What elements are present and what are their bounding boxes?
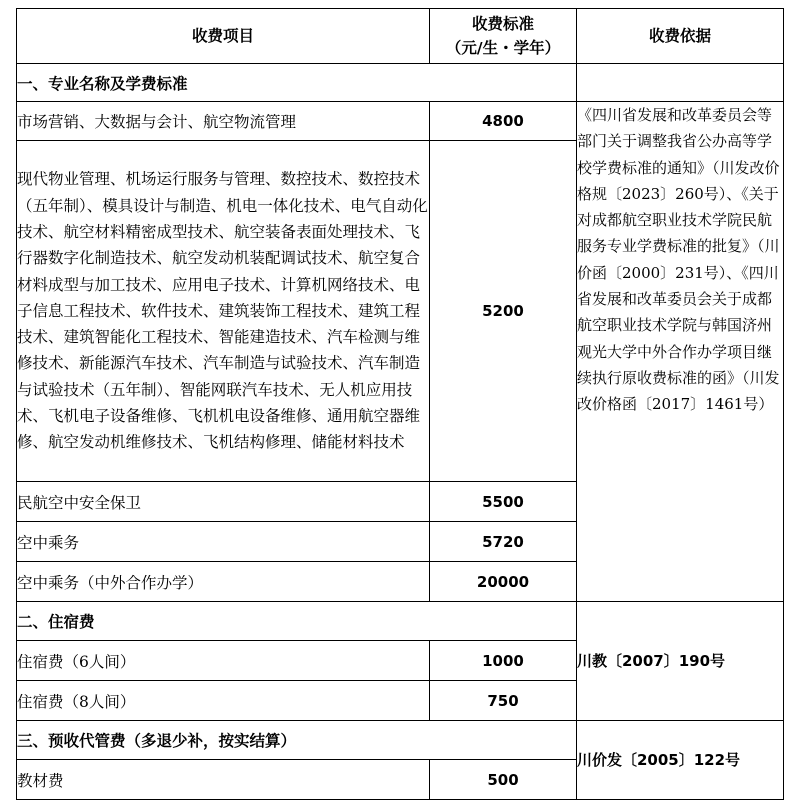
fee-cell: 500 xyxy=(430,760,577,800)
item-cell: 教材费 xyxy=(17,760,430,800)
item-cell: 住宿费（6人间） xyxy=(17,641,430,681)
fee-cell: 5200 xyxy=(430,141,577,482)
item-cell: 现代物业管理、机场运行服务与管理、数控技术、数控技术（五年制）、模具设计与制造、机电一体化技术、电气自动化技术、航空材料精密成型技术、航空装备表面处理技术、飞行器数字化制造技术、航空发动机装配调试技术、航空复合材料成型与加工技术、应用电子技术、计算机网络技术、电子信息工程技术、软件技术、建筑装饰工程技术、建筑工程技术、建筑智能化工程技术、智能建造技术、汽车检测与维修技术、新能源汽车技术、汽车制造与试验技术、汽车制造与试验技术（五年制）、智能网联汽车技术、无人机应用技术、飞机电子设备维修、飞机机电设备维修、通用航空器维修、航空发动机维修技术、飞机结构修理、储能材料技术 xyxy=(17,141,430,482)
section-row-tuition xyxy=(17,64,784,102)
item-cell: 空中乘务 xyxy=(17,522,430,562)
fee-cell: 20000 xyxy=(430,562,577,602)
section-row-lodging xyxy=(17,602,784,641)
header-basis xyxy=(577,9,784,64)
item-cell: 市场营销、大数据与会计、航空物流管理 xyxy=(17,102,430,141)
header-row xyxy=(17,9,784,64)
header-standard-line2: （元/生・学年） xyxy=(445,39,561,57)
fee-cell: 5500 xyxy=(430,482,577,522)
fee-cell: 1000 xyxy=(430,641,577,681)
item-cell: 民航空中安全保卫 xyxy=(17,482,430,522)
header-standard-line1: 收费标准 xyxy=(471,15,534,33)
table-row xyxy=(17,102,784,141)
header-item xyxy=(17,9,430,64)
basis-cell-tuition: 《四川省发展和改革委员会等部门关于调整我省公办高等学校学费标准的通知》（川发改价格规〔2023〕260号）、《关于对成都航空职业技术学院民航服务专业学费标准的批复》（川价函〔2000〕231号）、《四川省发展和改革委员会关于成都航空职业技术学院与韩国济州观光大学中外合作办学项目继续执行原收费标准的函》（川发改价格函〔2017〕1461号） xyxy=(577,102,784,602)
header-item-label: 收费项目 xyxy=(191,27,254,45)
item-cell: 住宿费（8人间） xyxy=(17,681,430,721)
section-blank-cell xyxy=(577,64,784,102)
section-title-tuition: 一、专业名称及学费标准 xyxy=(17,64,577,102)
section-title-prepaid: 三、预收代管费（多退少补，按实结算） xyxy=(17,721,577,760)
section-row-prepaid xyxy=(17,721,784,760)
basis-cell-lodging: 川教〔2007〕190号 xyxy=(577,602,784,721)
fee-cell: 5720 xyxy=(430,522,577,562)
basis-cell-prepaid: 川价发〔2005〕122号 xyxy=(577,721,784,800)
fee-cell: 750 xyxy=(430,681,577,721)
header-basis-label: 收费依据 xyxy=(648,27,711,45)
fee-schedule-table xyxy=(16,8,784,800)
fee-cell: 4800 xyxy=(430,102,577,141)
section-title-lodging: 二、住宿费 xyxy=(17,602,577,641)
header-standard xyxy=(430,9,577,64)
item-cell: 空中乘务（中外合作办学） xyxy=(17,562,430,602)
